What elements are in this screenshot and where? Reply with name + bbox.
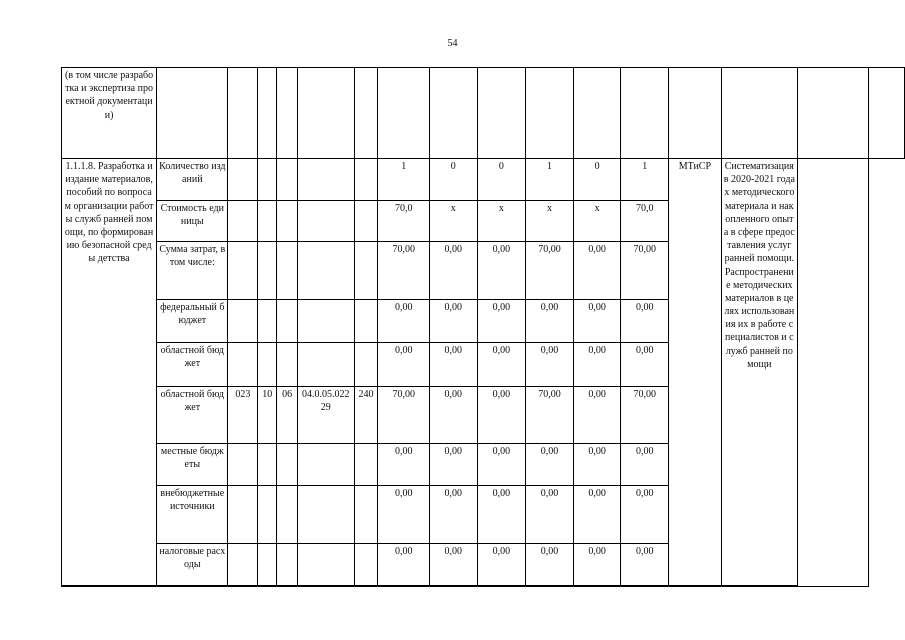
value-col-3: 0,00 bbox=[477, 242, 526, 300]
indicator-label: Сумма затрат, в том числе: bbox=[157, 242, 228, 300]
code-target-article bbox=[298, 486, 355, 544]
value-col-4: 0,00 bbox=[526, 300, 574, 343]
code-subsection bbox=[277, 343, 298, 387]
indicator-label: Количество изданий bbox=[157, 159, 228, 201]
indicator-label: федеральный бюджет bbox=[157, 300, 228, 343]
value-col-3: 0,00 bbox=[477, 387, 526, 444]
value-col-2: 0,00 bbox=[429, 486, 477, 544]
value-col-4: 0,00 bbox=[526, 486, 574, 544]
value-col-6: 0,00 bbox=[621, 343, 669, 387]
code-target-article bbox=[298, 242, 355, 300]
value-col-5: 0,00 bbox=[573, 343, 621, 387]
code-target-article bbox=[298, 201, 355, 242]
indicator-label: внебюджетные источники bbox=[157, 486, 228, 544]
value-col-5: 0,00 bbox=[573, 387, 621, 444]
code-subsection bbox=[277, 544, 298, 586]
code-ministry bbox=[228, 159, 258, 201]
value-col-1: 0,00 bbox=[378, 444, 430, 486]
value-col-5: х bbox=[573, 201, 621, 242]
code-expense-type bbox=[354, 486, 378, 544]
continuation-title: (в том числе разработка и экспертиза проектной документации) bbox=[62, 68, 157, 159]
code-subsection bbox=[277, 486, 298, 544]
value-col-6: 70,00 bbox=[621, 387, 669, 444]
value-col-2: 0,00 bbox=[429, 343, 477, 387]
indicator-label: местные бюджеты bbox=[157, 444, 228, 486]
code-target-article bbox=[298, 300, 355, 343]
value-col-6: 0,00 bbox=[621, 444, 669, 486]
value-col-3: 0,00 bbox=[477, 486, 526, 544]
value-col-5: 0,00 bbox=[573, 300, 621, 343]
code-ministry: 023 bbox=[228, 387, 258, 444]
code-target-article bbox=[298, 544, 355, 586]
measure-title: 1.1.1.8. Разработка и издание материалов, пособий по вопросам организации работы служб ранней помощи, по формированию безопасной среды детства bbox=[62, 159, 157, 586]
indicator-label: налоговые расходы bbox=[157, 544, 228, 586]
value-col-4: 70,00 bbox=[526, 242, 574, 300]
code-subsection: 06 bbox=[277, 387, 298, 444]
code-section bbox=[258, 300, 277, 343]
value-col-3: 0,00 bbox=[477, 300, 526, 343]
code-target-article bbox=[298, 343, 355, 387]
code-target-article bbox=[298, 159, 355, 201]
value-col-1: 70,00 bbox=[378, 387, 430, 444]
value-col-2: 0,00 bbox=[429, 300, 477, 343]
value-col-6: 1 bbox=[621, 159, 669, 201]
value-col-3: 0,00 bbox=[477, 444, 526, 486]
value-col-2: 0 bbox=[429, 159, 477, 201]
budget-table bbox=[61, 67, 905, 586]
value-col-2: х bbox=[429, 201, 477, 242]
code-ministry bbox=[228, 444, 258, 486]
value-col-2: 0,00 bbox=[429, 544, 477, 586]
code-subsection bbox=[277, 444, 298, 486]
page-number: 54 bbox=[447, 38, 458, 49]
value-col-1: 0,00 bbox=[378, 486, 430, 544]
code-expense-type bbox=[354, 544, 378, 586]
value-col-3: х bbox=[477, 201, 526, 242]
value-col-6: 0,00 bbox=[621, 486, 669, 544]
code-section bbox=[258, 486, 277, 544]
table-row bbox=[62, 159, 905, 201]
code-section: 10 bbox=[258, 387, 277, 444]
code-expense-type bbox=[354, 201, 378, 242]
executor: МТиСР bbox=[669, 159, 722, 586]
code-expense-type bbox=[354, 300, 378, 343]
value-col-2: 0,00 bbox=[429, 242, 477, 300]
code-target-article bbox=[298, 444, 355, 486]
continuation-row bbox=[62, 68, 905, 159]
value-col-3: 0 bbox=[477, 159, 526, 201]
value-col-4: 1 bbox=[526, 159, 574, 201]
value-col-4: х bbox=[526, 201, 574, 242]
expected-result: Систематизация в 2020-2021 годах методического материала и накопленного опыта в сфере предоставления услуг ранней помощи. Распространение методических материалов в целях использования их в работе специалистов и служб ранней помощи bbox=[721, 159, 797, 586]
value-col-1: 0,00 bbox=[378, 544, 430, 586]
code-expense-type bbox=[354, 343, 378, 387]
code-expense-type bbox=[354, 444, 378, 486]
value-col-6: 0,00 bbox=[621, 544, 669, 586]
value-col-4: 0,00 bbox=[526, 544, 574, 586]
value-col-6: 70,0 bbox=[621, 201, 669, 242]
code-ministry bbox=[228, 544, 258, 586]
indicator-label: областной бюджет bbox=[157, 387, 228, 444]
value-col-3: 0,00 bbox=[477, 544, 526, 586]
value-col-4: 0,00 bbox=[526, 343, 574, 387]
code-section bbox=[258, 242, 277, 300]
value-col-1: 1 bbox=[378, 159, 430, 201]
value-col-5: 0,00 bbox=[573, 444, 621, 486]
code-subsection bbox=[277, 159, 298, 201]
value-col-3: 0,00 bbox=[477, 343, 526, 387]
code-expense-type: 240 bbox=[354, 387, 378, 444]
value-col-2: 0,00 bbox=[429, 387, 477, 444]
code-target-article: 04.0.05.02229 bbox=[298, 387, 355, 444]
code-subsection bbox=[277, 242, 298, 300]
code-expense-type bbox=[354, 159, 378, 201]
code-ministry bbox=[228, 300, 258, 343]
code-section bbox=[258, 444, 277, 486]
code-ministry bbox=[228, 201, 258, 242]
indicator-label: Стоимость единицы bbox=[157, 201, 228, 242]
value-col-4: 0,00 bbox=[526, 444, 574, 486]
value-col-1: 70,00 bbox=[378, 242, 430, 300]
value-col-5: 0,00 bbox=[573, 486, 621, 544]
code-expense-type bbox=[354, 242, 378, 300]
code-subsection bbox=[277, 201, 298, 242]
value-col-2: 0,00 bbox=[429, 444, 477, 486]
value-col-5: 0,00 bbox=[573, 544, 621, 586]
code-ministry bbox=[228, 242, 258, 300]
indicator-label: областной бюджет bbox=[157, 343, 228, 387]
code-section bbox=[258, 343, 277, 387]
value-col-6: 70,00 bbox=[621, 242, 669, 300]
code-subsection bbox=[277, 300, 298, 343]
code-section bbox=[258, 201, 277, 242]
code-section bbox=[258, 159, 277, 201]
code-ministry bbox=[228, 486, 258, 544]
value-col-5: 0,00 bbox=[573, 242, 621, 300]
value-col-1: 0,00 bbox=[378, 300, 430, 343]
value-col-6: 0,00 bbox=[621, 300, 669, 343]
value-col-1: 0,00 bbox=[378, 343, 430, 387]
value-col-5: 0 bbox=[573, 159, 621, 201]
code-ministry bbox=[228, 343, 258, 387]
value-col-1: 70,0 bbox=[378, 201, 430, 242]
code-section bbox=[258, 544, 277, 586]
value-col-4: 70,00 bbox=[526, 387, 574, 444]
